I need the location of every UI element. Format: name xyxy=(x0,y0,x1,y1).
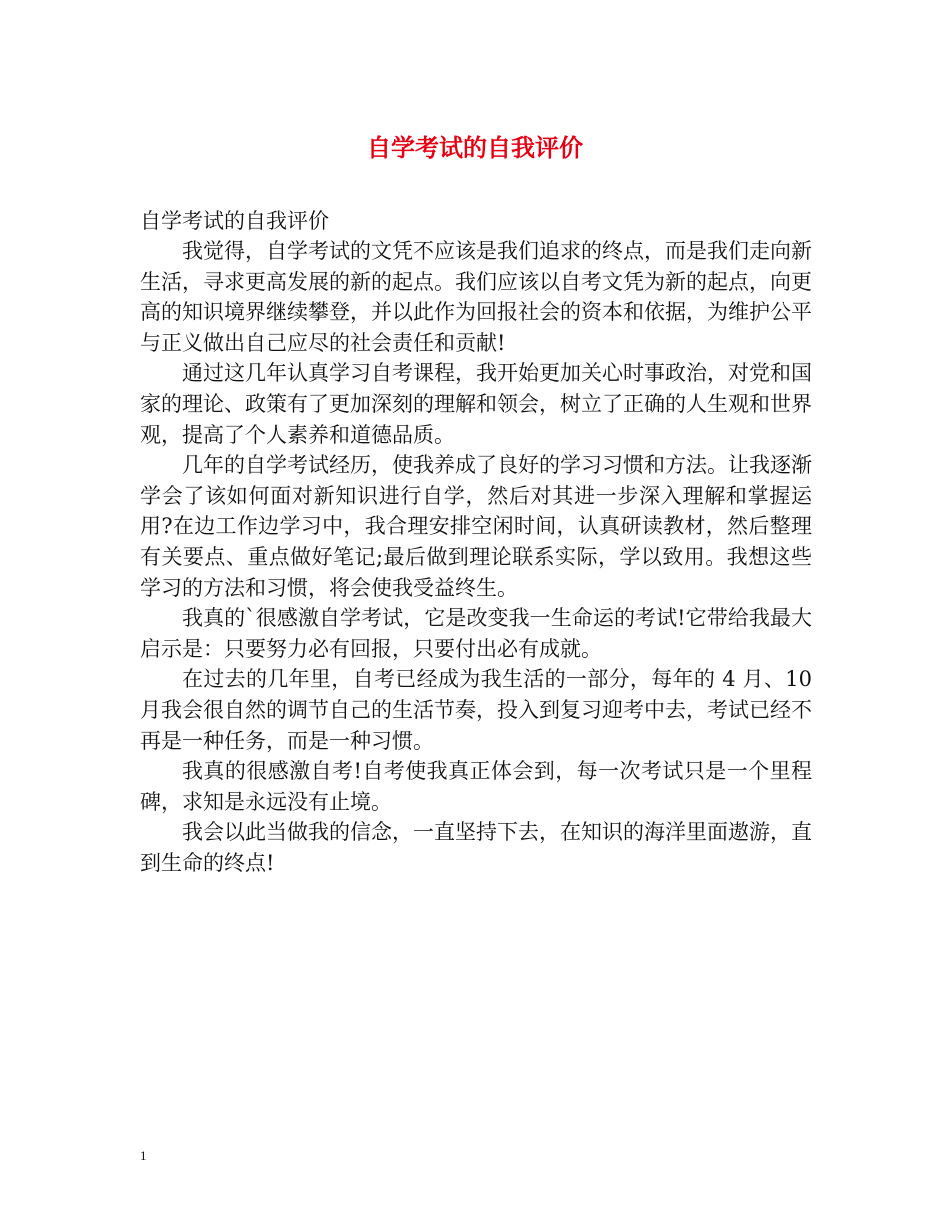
document-subtitle: 自学考试的自我评价 xyxy=(140,209,329,233)
paragraph-1: 我觉得，自学考试的文凭不应该是我们追求的终点，而是我们走向新生活，寻求更高发展的新的起点。我们应该以自考文凭为新的起点，向更高的知识境界继续攀登，并以此作为回报社会的资本和依据，为维护公平与正义做出自己应尽的社会责任和贡献! xyxy=(140,239,812,355)
paragraph-6: 我真的很感激自考!自考使我真正体会到，每一次考试只是一个里程碑，求知是永远没有止境。 xyxy=(140,759,812,814)
paragraph-3: 几年的自学考试经历，使我养成了良好的学习习惯和方法。让我逐渐学会了该如何面对新知识进行自学，然后对其进一步深入理解和掌握运用?在边工作边学习中，我合理安排空闲时间，认真研读教材，然后整理有关要点、重点做好笔记;最后做到理论联系实际，学以致用。我想这些学习的方法和习惯，将会使我受益终生。 xyxy=(140,453,812,600)
paragraph-7: 我会以此当做我的信念，一直坚持下去，在知识的海洋里面遨游，直到生命的终点! xyxy=(140,820,812,875)
paragraph-2: 通过这几年认真学习自考课程，我开始更加关心时事政治，对党和国家的理论、政策有了更加深刻的理解和领会，树立了正确的人生观和世界观，提高了个人素养和道德品质。 xyxy=(140,361,812,447)
paragraph-4: 我真的`很感激自学考试，它是改变我一生命运的考试!它带给我最大启示是：只要努力必有回报，只要付出必有成就。 xyxy=(140,606,812,661)
paragraph-5: 在过去的几年里，自考已经成为我生活的一部分，每年的 4 月、10 月我会很自然的调节自己的生活节奏，投入到复习迎考中去，考试已经不再是一种任务，而是一种习惯。 xyxy=(140,667,812,753)
page-number: 1 xyxy=(140,1148,147,1163)
document-body xyxy=(140,206,812,878)
page-title: 自学考试的自我评价 xyxy=(367,133,583,162)
